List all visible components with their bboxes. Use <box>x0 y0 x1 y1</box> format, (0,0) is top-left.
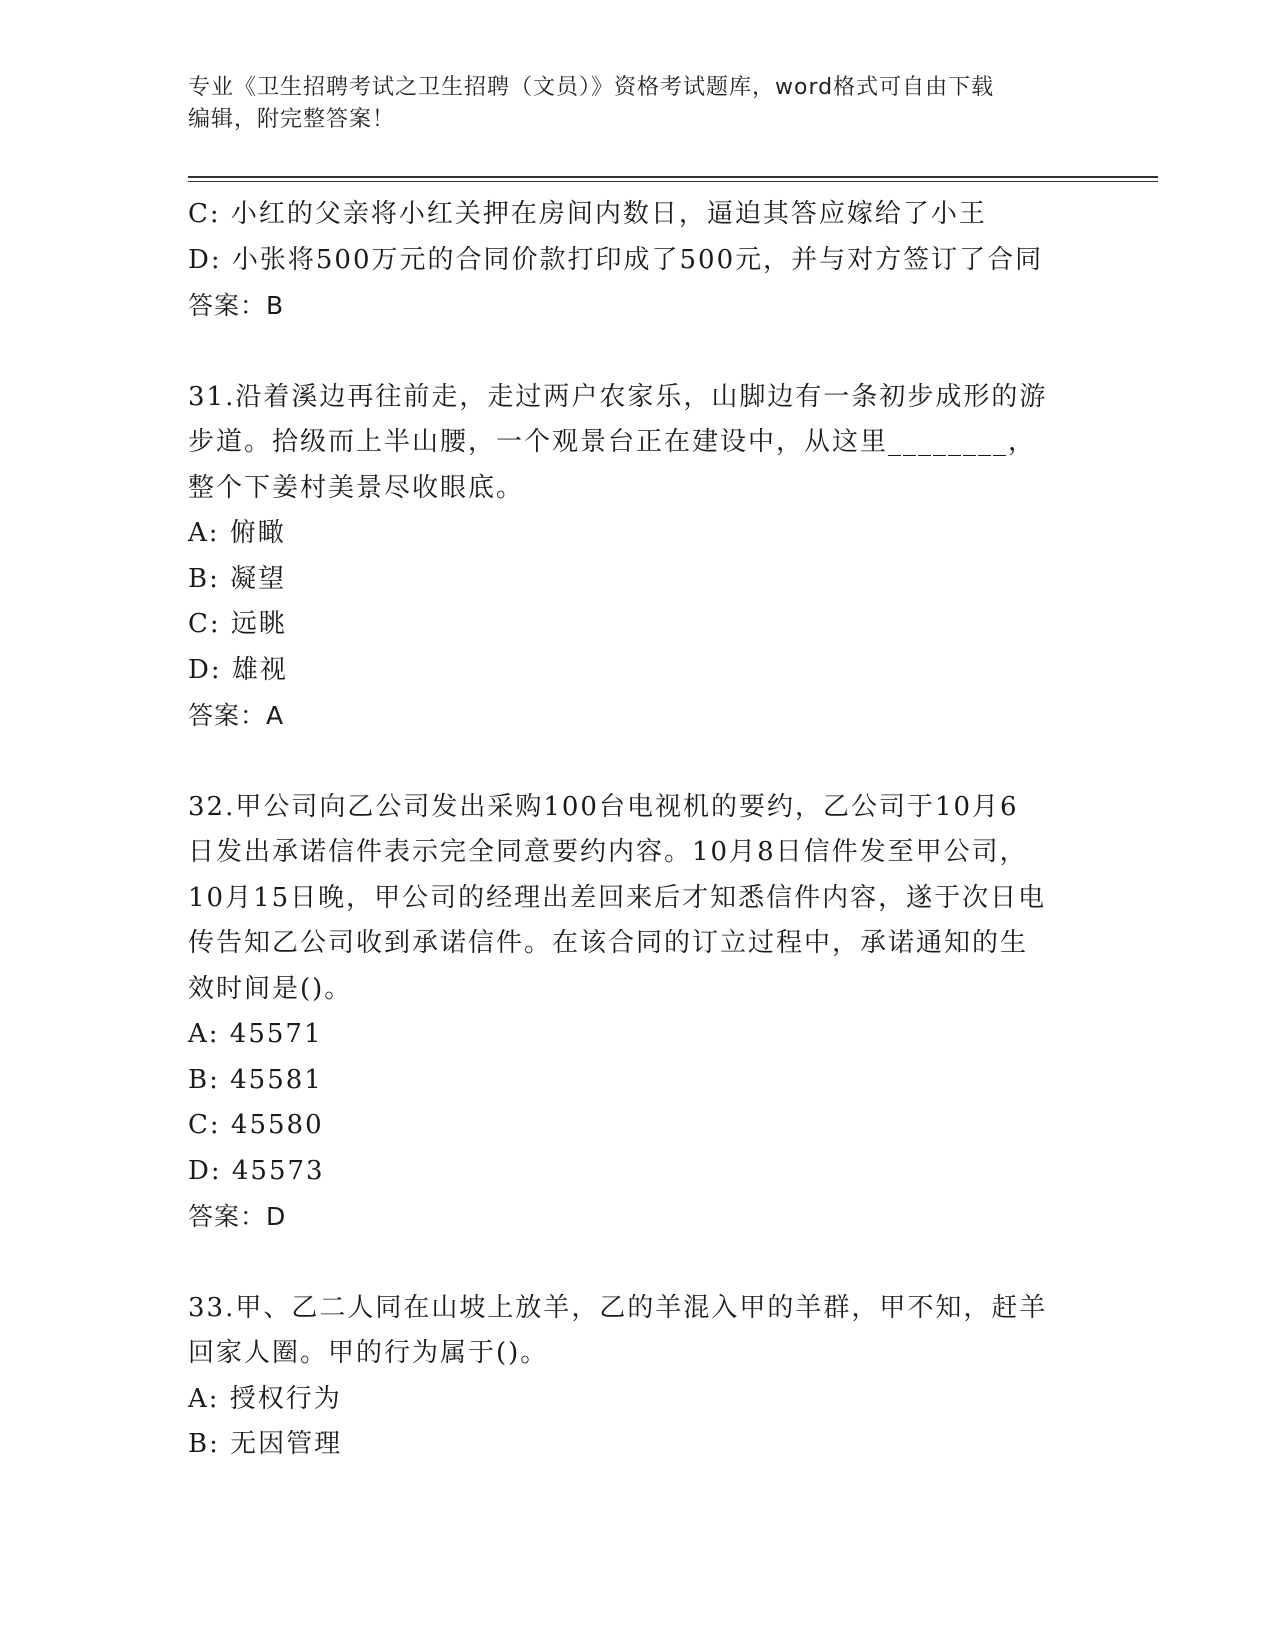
question-text: 步道。拾级而上半山腰，一个观景台正在建设中，从这里________， <box>188 427 1037 457</box>
option-a: A: 俯瞰 <box>188 518 286 548</box>
header-divider <box>188 181 1158 182</box>
question-text: 回家人圈。甲的行为属于()。 <box>188 1338 549 1368</box>
option-d: D: 小张将500万元的合同价款打印成了500元，并与对方签订了合同 <box>188 244 1044 275</box>
option-b: B: 45581 <box>188 1064 323 1095</box>
question-text: 整个下姜村美景尽收眼底。 <box>188 472 525 503</box>
option-a: A: 45571 <box>188 1019 323 1049</box>
question-31 <box>188 375 1088 739</box>
question-text: 日发出承诺信件表示完全同意要约内容。10月8日信件发至甲公司， <box>188 837 1028 867</box>
document-header <box>188 72 1088 136</box>
question-list <box>188 192 1088 1468</box>
question-33 <box>188 1286 1088 1468</box>
question-32 <box>188 785 1088 1240</box>
question-text: 效时间是()。 <box>188 973 353 1004</box>
question-text: 传告知乙公司收到承诺信件。在该合同的订立过程中，承诺通知的生 <box>188 928 1029 958</box>
option-a: A: 授权行为 <box>188 1383 342 1414</box>
option-d: D: 雄视 <box>188 654 288 685</box>
answer-label: 答案：A <box>188 701 285 730</box>
header-line: 专业《卫生招聘考试之卫生招聘（文员）》资格考试题库，word格式可自由下载 <box>188 75 995 100</box>
option-b: B: 凝望 <box>188 563 287 594</box>
question-text: 10月15日晚，甲公司的经理出差回来后才知悉信件内容，遂于次日电 <box>188 882 1047 913</box>
option-d: D: 45573 <box>188 1155 325 1186</box>
question-text: 33.甲、乙二人同在山坡上放羊，乙的羊混入甲的羊群，甲不知，赶羊 <box>188 1292 1048 1323</box>
option-c: C: 远眺 <box>188 609 287 639</box>
header-divider <box>188 176 1158 178</box>
question-text: 32.甲公司向乙公司发出采购100台电视机的要约，乙公司于10月6 <box>188 791 1019 822</box>
answer-label: 答案：B <box>188 291 285 320</box>
question-text: 31.沿着溪边再往前走，走过两户农家乐，山脚边有一条初步成形的游 <box>188 381 1048 412</box>
option-c: C: 45580 <box>188 1110 324 1140</box>
option-c: C: 小红的父亲将小红关押在房间内数日，逼迫其答应嫁给了小王 <box>188 199 987 229</box>
option-b: B: 无因管理 <box>188 1429 343 1459</box>
answer-label: 答案：D <box>188 1202 287 1231</box>
header-line: 编辑，附完整答案！ <box>188 107 396 132</box>
